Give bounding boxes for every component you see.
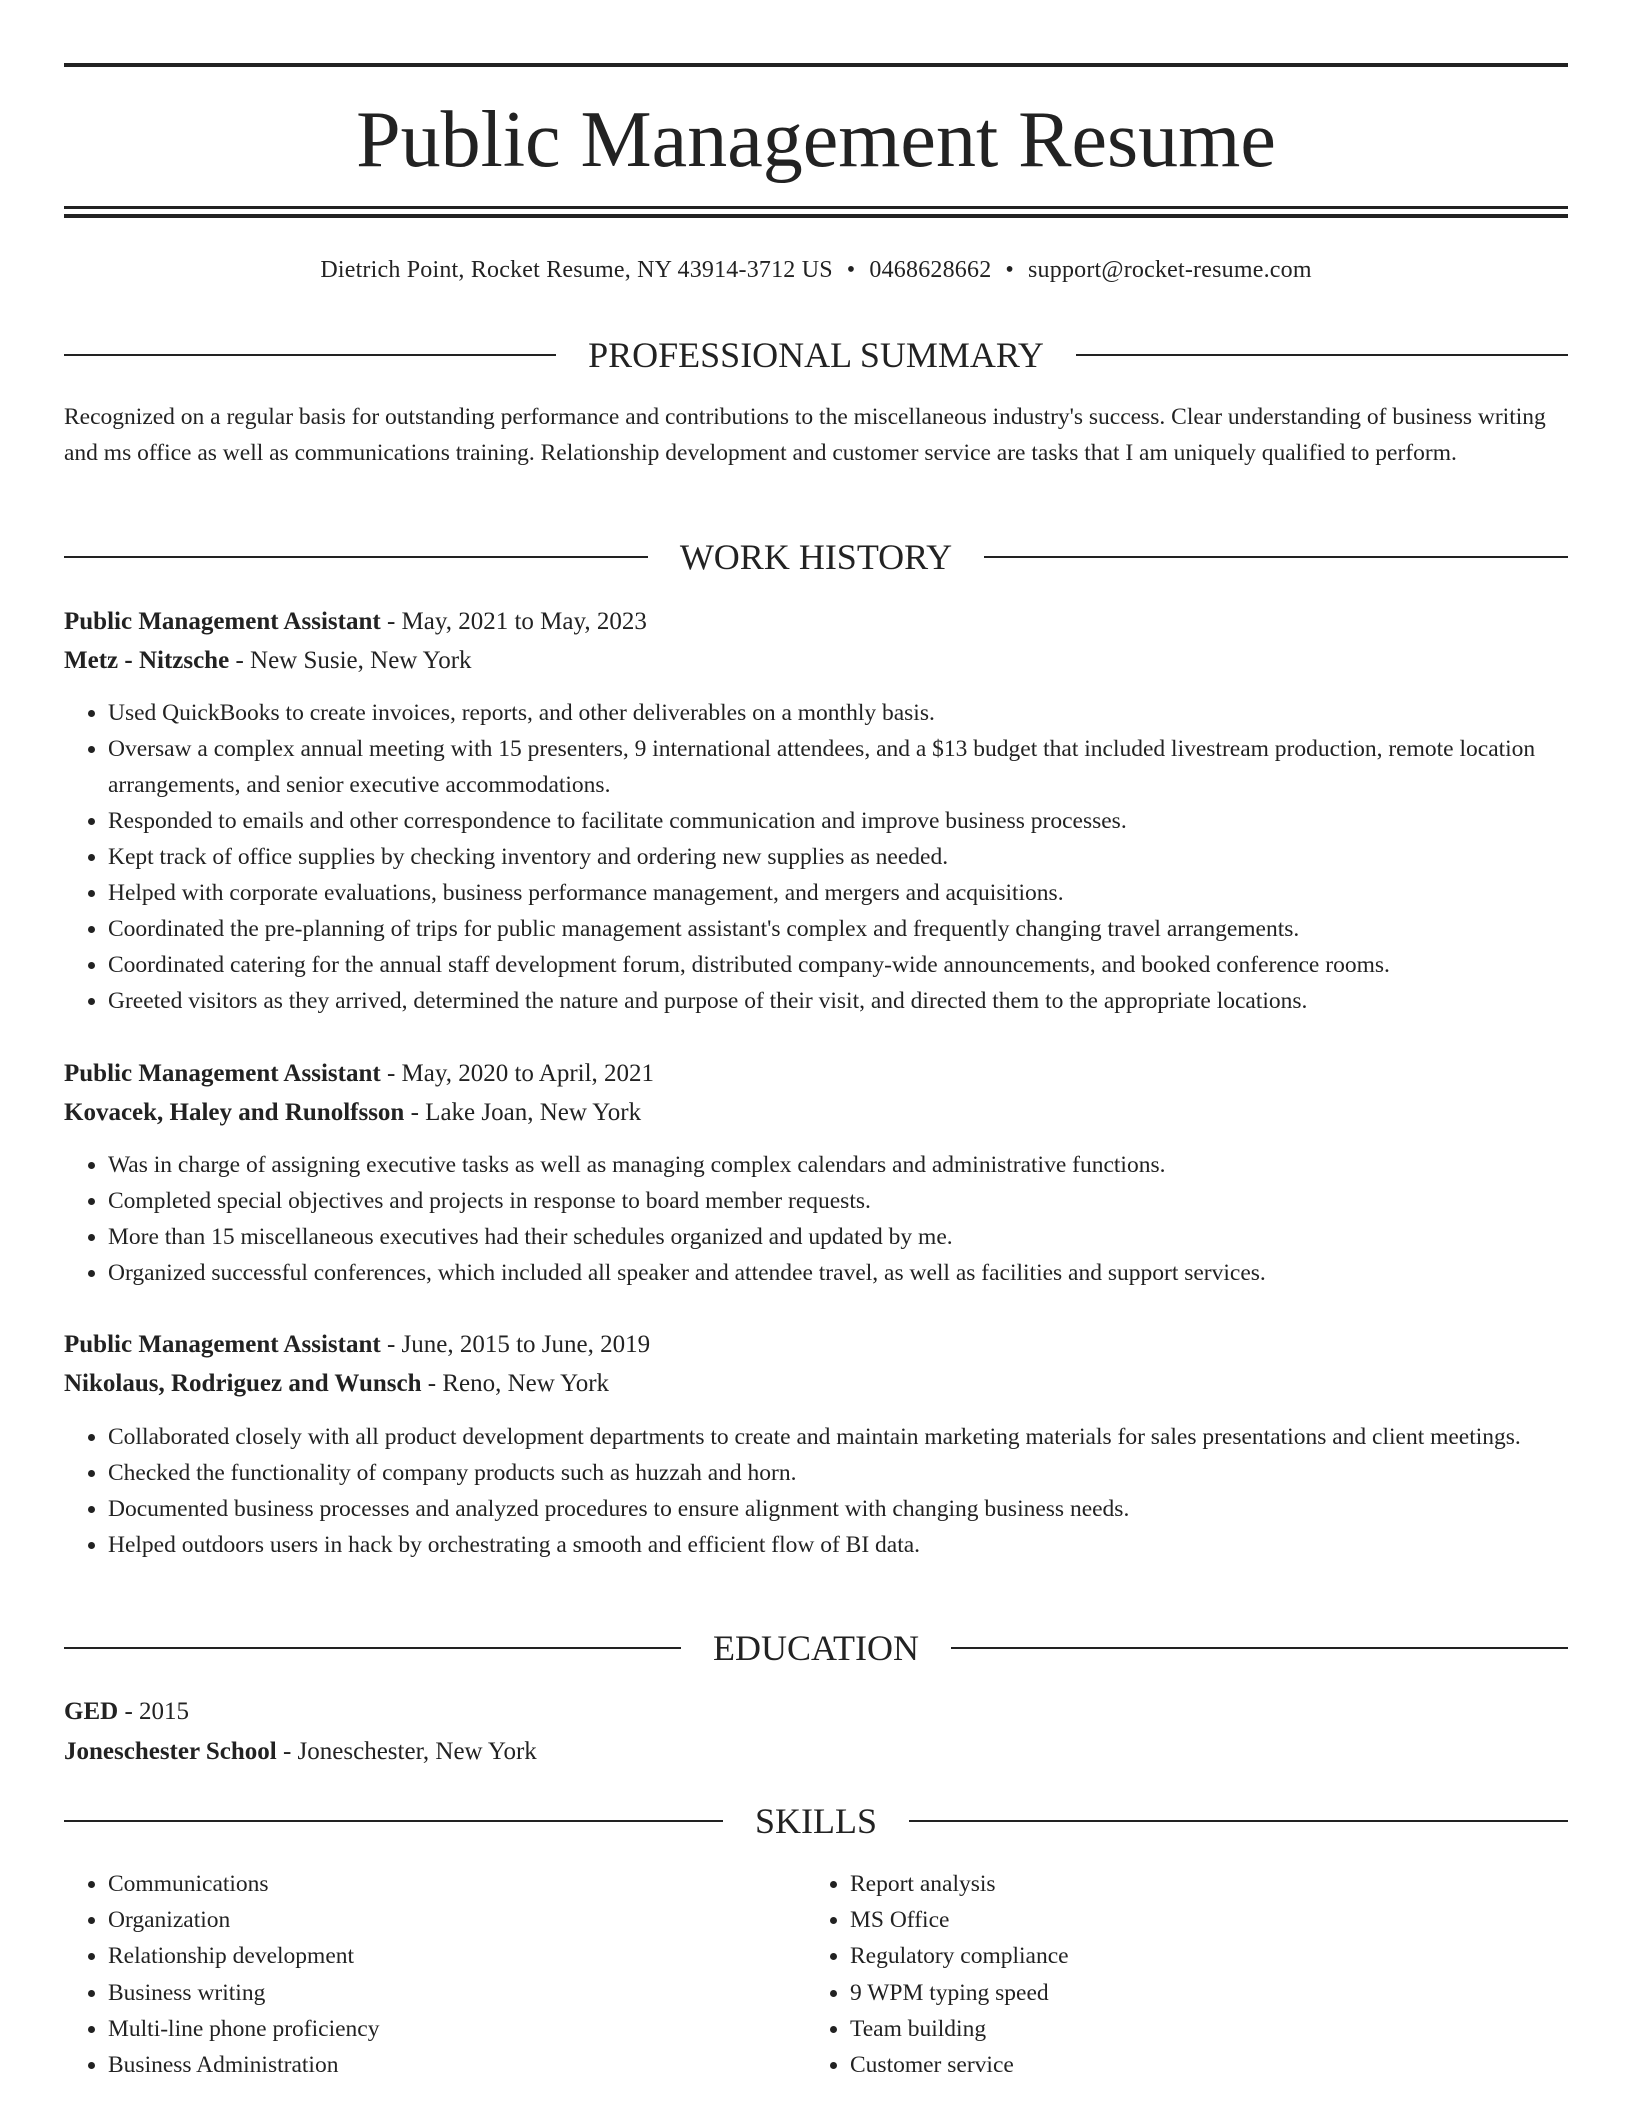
section-heading-education — [64, 1628, 1568, 1668]
skill-item: • Business writing — [108, 1975, 764, 2011]
list-item: • Checked the functionality of company products such as huzzah and horn. — [108, 1455, 1568, 1491]
skill-item: • Regulatory compliance — [850, 1938, 1506, 1974]
section-heading-label: WORK HISTORY — [679, 537, 953, 577]
contact-address: Dietrich Point, Rocket Resume, NY 43914-3712 US — [320, 257, 833, 283]
skill-item: • MS Office — [850, 1902, 1506, 1938]
skill-item: • Report analysis — [850, 1866, 1506, 1902]
job-dates: - May, 2020 to April, 2021 — [380, 1060, 655, 1087]
title-rule-lower — [64, 214, 1568, 218]
heading-rule — [909, 1820, 1568, 1822]
list-item: • Oversaw a complex annual meeting with 15 presenters, 9 international attendees, and a $13 budget that included livestream production, remote location arrangements, and senior executive accommodations. — [108, 731, 1568, 803]
contact-email: support@rocket-resume.com — [1028, 257, 1312, 283]
job-company-line — [64, 1096, 1568, 1130]
section-heading-label: EDUCATION — [713, 1628, 919, 1668]
job-title-line — [64, 1057, 1568, 1091]
heading-rule — [64, 354, 556, 356]
skill-item: • Business Administration — [108, 2047, 764, 2083]
heading-rule — [984, 556, 1568, 558]
section-heading-work — [64, 537, 1568, 577]
list-item: • Responded to emails and other correspondence to facilitate communication and improve business processes. — [108, 803, 1568, 839]
list-item: • Was in charge of assigning executive tasks as well as managing complex calendars and administrative functions. — [108, 1147, 1568, 1183]
top-rule — [64, 63, 1568, 67]
heading-rule — [64, 556, 648, 558]
contact-phone: 0468628662 — [869, 257, 992, 283]
list-item: • Coordinated the pre-planning of trips for public management assistant's complex and frequently changing travel arrangements. — [108, 911, 1568, 947]
skill-item: • Customer service — [850, 2047, 1506, 2083]
summary-text: Recognized on a regular basis for outstanding performance and contributions to the miscellaneous industry's success. Clear understanding of business writing and ms office as well as communications training. Relationship development and customer service are tasks that I am uniquely qualified to perform. — [64, 404, 1546, 466]
job-title: Public Management Assistant — [64, 1331, 381, 1358]
job-bullets — [64, 1419, 1568, 1563]
job-company: Nikolaus, Rodriguez and Wunsch — [64, 1370, 422, 1397]
heading-rule — [951, 1647, 1568, 1649]
job-location: - New Susie, New York — [229, 647, 472, 674]
heading-rule — [1076, 354, 1568, 356]
list-item: • Collaborated closely with all product development departments to create and maintain marketing materials for sales presentations and client meetings. — [108, 1419, 1568, 1455]
contact-separator: • — [846, 257, 856, 283]
list-item: • Documented business processes and analyzed procedures to ensure alignment with changing business needs. — [108, 1491, 1568, 1527]
skill-item: • 9 WPM typing speed — [850, 1975, 1506, 2011]
list-item: • Used QuickBooks to create invoices, reports, and other deliverables on a monthly basis. — [108, 695, 1568, 731]
job-title: Public Management Assistant — [64, 1060, 381, 1087]
list-item: • Organized successful conferences, which included all speaker and attendee travel, as well as facilities and support services. — [108, 1255, 1568, 1291]
job-company: Kovacek, Haley and Runolfsson — [64, 1099, 405, 1126]
job-company-line — [64, 1367, 1568, 1401]
skills-list-right — [806, 1866, 1506, 2083]
section-heading-summary — [64, 335, 1568, 375]
list-item: • Greeted visitors as they arrived, determined the nature and purpose of their visit, and directed them to the appropriate locations. — [108, 983, 1568, 1019]
education-school-line — [64, 1735, 1568, 1769]
list-item: • Completed special objectives and projects in response to board member requests. — [108, 1183, 1568, 1219]
list-item: • Kept track of office supplies by checking inventory and ordering new supplies as needed. — [108, 839, 1568, 875]
section-heading-skills — [64, 1801, 1568, 1841]
section-heading-label: SKILLS — [755, 1801, 878, 1841]
job-location: - Reno, New York — [421, 1370, 610, 1397]
list-item: • More than 15 miscellaneous executives had their schedules organized and updated by me. — [108, 1219, 1568, 1255]
contact-line — [64, 255, 1568, 285]
job-company-line — [64, 644, 1568, 678]
list-item: • Helped with corporate evaluations, business performance management, and mergers and acquisitions. — [108, 875, 1568, 911]
skill-item: • Team building — [850, 2011, 1506, 2047]
heading-rule — [64, 1820, 723, 1822]
contact-separator: • — [1005, 257, 1014, 283]
job-title-line — [64, 605, 1568, 639]
education-degree-line — [64, 1695, 1568, 1729]
job-dates: - May, 2021 to May, 2023 — [380, 608, 647, 635]
page-title: Public Management Resume — [356, 96, 1276, 184]
skill-item: • Communications — [108, 1866, 764, 1902]
skill-item: • Organization — [108, 1902, 764, 1938]
skills-list-left — [64, 1866, 764, 2083]
job-bullets — [64, 695, 1568, 1019]
heading-rule — [64, 1647, 681, 1649]
section-heading-label: PROFESSIONAL SUMMARY — [588, 335, 1044, 375]
job-bullets — [64, 1147, 1568, 1291]
title-rule-upper — [64, 206, 1568, 209]
skill-item: • Relationship development — [108, 1938, 764, 1974]
job-title: Public Management Assistant — [64, 608, 381, 635]
job-dates: - June, 2015 to June, 2019 — [380, 1331, 651, 1358]
list-item: • Helped outdoors users in hack by orchestrating a smooth and efficient flow of BI data. — [108, 1527, 1568, 1563]
job-title-line — [64, 1328, 1568, 1362]
education-school: Joneschester School — [64, 1738, 277, 1765]
education-year: - 2015 — [118, 1698, 190, 1725]
education-location: - Joneschester, New York — [276, 1738, 537, 1765]
job-company: Metz - Nitzsche — [64, 647, 230, 674]
education-degree: GED — [64, 1698, 119, 1725]
job-location: - Lake Joan, New York — [404, 1099, 642, 1126]
list-item: • Coordinated catering for the annual staff development forum, distributed company-wide announcements, and booked conference rooms. — [108, 947, 1568, 983]
skill-item: • Multi-line phone proficiency — [108, 2011, 764, 2047]
